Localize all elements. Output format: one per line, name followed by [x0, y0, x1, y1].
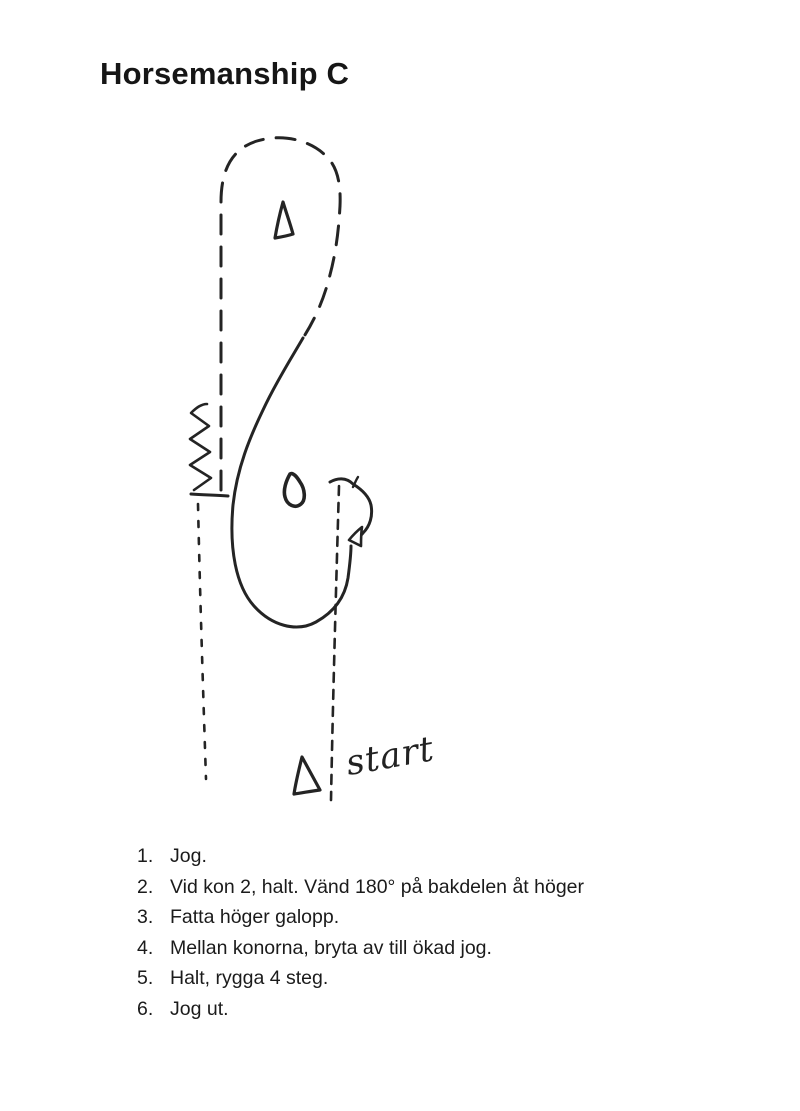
instruction-item	[137, 841, 584, 872]
dashed-track-right	[331, 486, 339, 800]
instruction-text: Jog ut.	[170, 997, 229, 1020]
instruction-number: 5.	[137, 967, 154, 990]
instruction-item	[137, 933, 584, 964]
instruction-item	[137, 994, 584, 1025]
instruction-text: Halt, rygga 4 steg.	[170, 967, 329, 990]
instruction-item	[137, 963, 584, 994]
instruction-item	[137, 902, 584, 933]
instruction-list	[137, 841, 584, 1025]
instruction-number: 4.	[137, 936, 154, 959]
cone-1-icon	[275, 202, 293, 238]
instruction-text: Mellan konorna, bryta av till ökad jog.	[170, 936, 492, 959]
cone-2-icon	[284, 474, 304, 507]
start-label: start	[343, 729, 438, 784]
backup-end-bar	[191, 494, 228, 496]
dashed-track-left	[198, 504, 206, 779]
instruction-number: 3.	[137, 906, 154, 929]
turn-loop-path	[330, 479, 372, 540]
cone-3-icon	[294, 757, 320, 794]
instruction-number: 2.	[137, 875, 154, 898]
backup-zigzag-icon	[190, 404, 211, 490]
instruction-text: Vid kon 2, halt. Vänd 180° på bakdelen åt höger	[170, 875, 585, 898]
instruction-number: 6.	[137, 997, 154, 1020]
instruction-item	[137, 872, 584, 903]
instruction-text: Fatta höger galopp.	[170, 906, 340, 929]
instruction-text: Jog.	[170, 845, 207, 867]
turn-arrowhead-icon	[349, 527, 362, 546]
page-title: Horsemanship C	[100, 56, 350, 91]
dashed-track-top-loop	[221, 138, 340, 490]
instruction-number: 1.	[137, 845, 154, 867]
